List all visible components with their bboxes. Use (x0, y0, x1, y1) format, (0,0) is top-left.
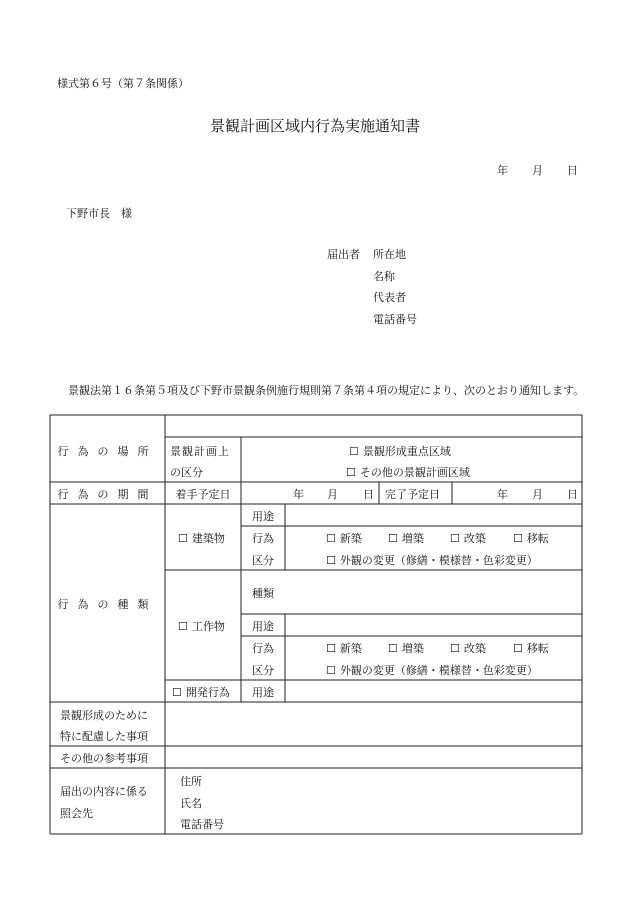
considerations-label-line2: 特に配慮した事項 (60, 730, 148, 743)
date-year-label: 年 (497, 164, 508, 177)
zone-label-line2: の区分 (170, 466, 203, 479)
structure-act-label-2: 区分 (252, 664, 274, 677)
structure-use-label: 用途 (252, 620, 274, 633)
building-action-extend[interactable]: ☐ 増築 (388, 533, 424, 544)
contact-phone-label: 電話番号 (180, 818, 224, 831)
period-end-month: 月 (532, 488, 543, 501)
kind-label: 行為の種類 (57, 598, 158, 611)
notifier-label: 届出者 (327, 248, 360, 261)
period-end-label: 完了予定日 (385, 488, 440, 501)
location-label: 行為の場所 (57, 445, 158, 458)
kind-building-option[interactable]: ☐ 建築物 (178, 533, 225, 544)
period-label: 行為の期間 (57, 488, 158, 501)
kind-development-option[interactable]: ☐ 開発行為 (172, 687, 230, 698)
kind-structure-option[interactable]: ☐ 工作物 (178, 621, 225, 632)
building-action-rebuild[interactable]: ☐ 改築 (450, 533, 486, 544)
contact-label-line1: 届出の内容に係る (60, 785, 148, 798)
building-action-relocate[interactable]: ☐ 移転 (513, 533, 549, 544)
building-act-label-1: 行為 (252, 532, 274, 545)
considerations-label-line1: 景観形成のために (60, 709, 148, 722)
period-start-month: 月 (327, 488, 338, 501)
structure-action-facade[interactable]: ☐ 外観の変更（修繕・模様替・色彩変更） (326, 665, 538, 676)
period-start-label: 着手予定日 (175, 488, 231, 501)
date-day-label: 日 (567, 164, 578, 177)
document-title: 景観計画区域内行為実施通知書 (209, 117, 420, 135)
notifier-phone-label: 電話番号 (373, 313, 417, 326)
structure-type-label: 種類 (252, 587, 274, 600)
development-use-label: 用途 (252, 686, 274, 699)
period-start-day: 日 (363, 488, 374, 501)
notifier-representative-label: 代表者 (373, 291, 406, 304)
zone-option-other[interactable]: ☐ その他の景観計画区域 (346, 467, 470, 478)
period-end-day: 日 (567, 488, 578, 501)
zone-label-line1: 景観計画上 (170, 445, 230, 458)
other-notes-label: その他の参考事項 (60, 752, 148, 765)
notifier-name-label: 名称 (373, 270, 395, 283)
statement-text: 景観法第１６条第５項及び下野市景観条例施行規則第７条第４項の規定により、次のとおり通知します。 (68, 384, 585, 397)
structure-action-extend[interactable]: ☐ 増築 (388, 643, 424, 654)
structure-act-label-1: 行為 (252, 642, 274, 655)
contact-label-line2: 照会先 (60, 807, 93, 820)
structure-action-relocate[interactable]: ☐ 移転 (513, 643, 549, 654)
period-start-year: 年 (293, 488, 304, 501)
contact-name-label: 氏名 (180, 797, 202, 810)
zone-option-priority[interactable]: ☐ 景観形成重点区域 (349, 446, 451, 457)
date-month-label: 月 (532, 164, 543, 177)
notifier-address-label: 所在地 (373, 248, 406, 261)
contact-address-label: 住所 (180, 775, 202, 788)
building-action-new[interactable]: ☐ 新築 (326, 533, 362, 544)
structure-action-new[interactable]: ☐ 新築 (326, 643, 362, 654)
form-number: 様式第６号（第７条関係） (57, 77, 189, 90)
structure-action-rebuild[interactable]: ☐ 改築 (450, 643, 486, 654)
addressee: 下野市長 様 (66, 207, 132, 220)
building-use-label: 用途 (252, 510, 274, 523)
building-action-facade[interactable]: ☐ 外観の変更（修繕・模様替・色彩変更） (326, 555, 538, 566)
building-act-label-2: 区分 (252, 554, 274, 567)
period-end-year: 年 (497, 488, 508, 501)
